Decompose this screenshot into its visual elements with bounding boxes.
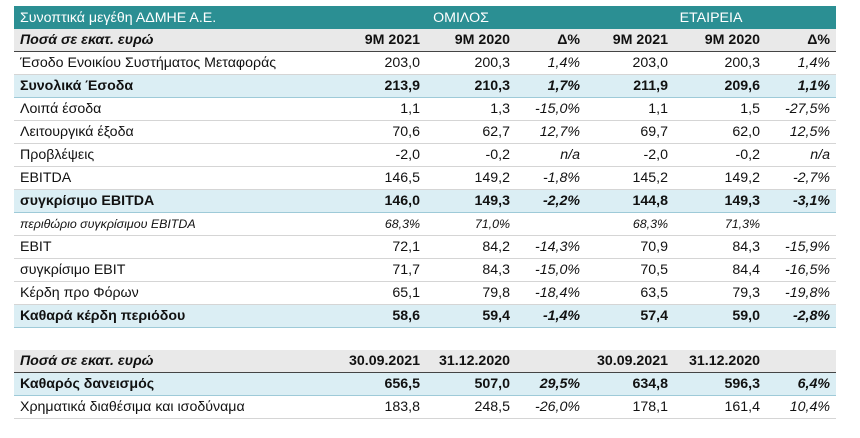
change-cell: 1,7% — [516, 75, 586, 98]
table-row — [14, 259, 836, 282]
value-cell: -0,2 — [426, 144, 516, 167]
column-header: 31.12.2020 — [426, 350, 516, 373]
value-cell: 200,3 — [674, 52, 766, 75]
value-cell: 634,8 — [586, 373, 674, 396]
column-header: 9M 2020 — [674, 29, 766, 52]
table-row — [14, 396, 836, 419]
value-cell: 149,3 — [426, 190, 516, 213]
value-cell: 1,3 — [426, 98, 516, 121]
value-cell: 62,0 — [674, 121, 766, 144]
row-label: Λειτουργικά έξοδα — [14, 121, 336, 144]
column-header: Δ% — [766, 29, 836, 52]
table-row — [14, 98, 836, 121]
row-label: Έσοδο Ενοικίου Συστήματος Μεταφοράς — [14, 52, 336, 75]
value-cell: 213,9 — [336, 75, 426, 98]
row-label: EBIT — [14, 236, 336, 259]
change-cell: -15,0% — [516, 98, 586, 121]
change-cell: 12,5% — [766, 121, 836, 144]
group-header: ΟΜΙΛΟΣ — [336, 6, 586, 29]
change-cell: -15,9% — [766, 236, 836, 259]
change-cell: -1,4% — [516, 305, 586, 328]
table-row — [14, 236, 836, 259]
change-cell: -14,3% — [516, 236, 586, 259]
column-header — [766, 350, 836, 373]
value-cell: 203,0 — [586, 52, 674, 75]
value-cell: 79,8 — [426, 282, 516, 305]
row-label: Προβλέψεις — [14, 144, 336, 167]
value-cell: 84,4 — [674, 259, 766, 282]
value-cell: 68,3% — [336, 213, 426, 236]
value-cell: 507,0 — [426, 373, 516, 396]
column-header — [516, 350, 586, 373]
change-cell: n/a — [766, 144, 836, 167]
change-cell: 6,4% — [766, 373, 836, 396]
table-row — [14, 282, 836, 305]
change-cell: -27,5% — [766, 98, 836, 121]
column-header-row — [14, 29, 836, 52]
table-row — [14, 305, 836, 328]
value-cell: -0,2 — [674, 144, 766, 167]
change-cell: -19,8% — [766, 282, 836, 305]
table-row — [14, 167, 836, 190]
row-label: Συνολικά Έσοδα — [14, 75, 336, 98]
value-cell: 63,5 — [586, 282, 674, 305]
value-cell: 70,5 — [586, 259, 674, 282]
value-cell: 200,3 — [426, 52, 516, 75]
spacer-row — [14, 328, 836, 351]
change-cell: 10,4% — [766, 396, 836, 419]
value-cell: 210,3 — [426, 75, 516, 98]
change-cell: -26,0% — [516, 396, 586, 419]
value-cell: 65,1 — [336, 282, 426, 305]
value-cell: 71,3% — [674, 213, 766, 236]
row-label: EBITDA — [14, 167, 336, 190]
value-cell: 596,3 — [674, 373, 766, 396]
value-cell: 72,1 — [336, 236, 426, 259]
value-cell: 183,8 — [336, 396, 426, 419]
column-header: 30.09.2021 — [336, 350, 426, 373]
value-cell: 149,2 — [674, 167, 766, 190]
value-cell: 203,0 — [336, 52, 426, 75]
header-label: Ποσά σε εκατ. ευρώ — [14, 29, 336, 52]
value-cell: 248,5 — [426, 396, 516, 419]
value-cell: 1,1 — [586, 98, 674, 121]
title-row — [14, 6, 836, 29]
change-cell: 29,5% — [516, 373, 586, 396]
change-cell: -15,0% — [516, 259, 586, 282]
change-cell: -2,2% — [516, 190, 586, 213]
row-label: συγκρίσιμο EBITDA — [14, 190, 336, 213]
table-row — [14, 144, 836, 167]
summary-table — [14, 6, 836, 419]
change-cell: 12,7% — [516, 121, 586, 144]
value-cell: 71,7 — [336, 259, 426, 282]
change-cell: -16,5% — [766, 259, 836, 282]
column-header: 9M 2021 — [586, 29, 674, 52]
table-row — [14, 373, 836, 396]
table-row — [14, 75, 836, 98]
column-header: 30.09.2021 — [586, 350, 674, 373]
value-cell: -2,0 — [586, 144, 674, 167]
change-cell: 1,4% — [516, 52, 586, 75]
value-cell: 71,0% — [426, 213, 516, 236]
value-cell: 656,5 — [336, 373, 426, 396]
row-label: συγκρίσιμο EBIT — [14, 259, 336, 282]
value-cell: 209,6 — [674, 75, 766, 98]
change-cell: 1,1% — [766, 75, 836, 98]
value-cell: 1,5 — [674, 98, 766, 121]
change-cell — [516, 213, 586, 236]
value-cell: -2,0 — [336, 144, 426, 167]
header-label: Ποσά σε εκατ. ευρώ — [14, 350, 336, 373]
change-cell: 1,4% — [766, 52, 836, 75]
value-cell: 144,8 — [586, 190, 674, 213]
row-label: Καθαρός δανεισμός — [14, 373, 336, 396]
value-cell: 161,4 — [674, 396, 766, 419]
value-cell: 84,3 — [426, 259, 516, 282]
value-cell: 62,7 — [426, 121, 516, 144]
value-cell: 84,3 — [674, 236, 766, 259]
balance-header-row — [14, 350, 836, 373]
row-label: Λοιπά έσοδα — [14, 98, 336, 121]
change-cell — [766, 213, 836, 236]
value-cell: 178,1 — [586, 396, 674, 419]
change-cell: -2,8% — [766, 305, 836, 328]
spacer-cell — [14, 328, 836, 351]
table-row — [14, 190, 836, 213]
value-cell: 70,9 — [586, 236, 674, 259]
table-row — [14, 121, 836, 144]
value-cell: 79,3 — [674, 282, 766, 305]
value-cell: 70,6 — [336, 121, 426, 144]
value-cell: 84,2 — [426, 236, 516, 259]
column-header: 9M 2021 — [336, 29, 426, 52]
column-header: 31.12.2020 — [674, 350, 766, 373]
row-label: Καθαρά κέρδη περιόδου — [14, 305, 336, 328]
change-cell: -1,8% — [516, 167, 586, 190]
value-cell: 211,9 — [586, 75, 674, 98]
value-cell: 68,3% — [586, 213, 674, 236]
column-header: Δ% — [516, 29, 586, 52]
value-cell: 57,4 — [586, 305, 674, 328]
value-cell: 58,6 — [336, 305, 426, 328]
value-cell: 146,5 — [336, 167, 426, 190]
value-cell: 149,3 — [674, 190, 766, 213]
table-title: Συνοπτικά μεγέθη ΑΔΜΗΕ Α.Ε. — [14, 6, 336, 29]
value-cell: 59,0 — [674, 305, 766, 328]
row-label: περιθώριο συγκρίσιμου EBITDA — [14, 213, 336, 236]
change-cell: -3,1% — [766, 190, 836, 213]
financial-summary — [14, 6, 836, 419]
value-cell: 59,4 — [426, 305, 516, 328]
value-cell: 149,2 — [426, 167, 516, 190]
table-row — [14, 213, 836, 236]
value-cell: 1,1 — [336, 98, 426, 121]
table-row — [14, 52, 836, 75]
value-cell: 146,0 — [336, 190, 426, 213]
change-cell: n/a — [516, 144, 586, 167]
change-cell: -18,4% — [516, 282, 586, 305]
company-header: ΕΤΑΙΡΕΙΑ — [586, 6, 836, 29]
column-header: 9M 2020 — [426, 29, 516, 52]
change-cell: -2,7% — [766, 167, 836, 190]
row-label: Χρηματικά διαθέσιμα και ισοδύναμα — [14, 396, 336, 419]
value-cell: 69,7 — [586, 121, 674, 144]
value-cell: 145,2 — [586, 167, 674, 190]
row-label: Κέρδη προ Φόρων — [14, 282, 336, 305]
